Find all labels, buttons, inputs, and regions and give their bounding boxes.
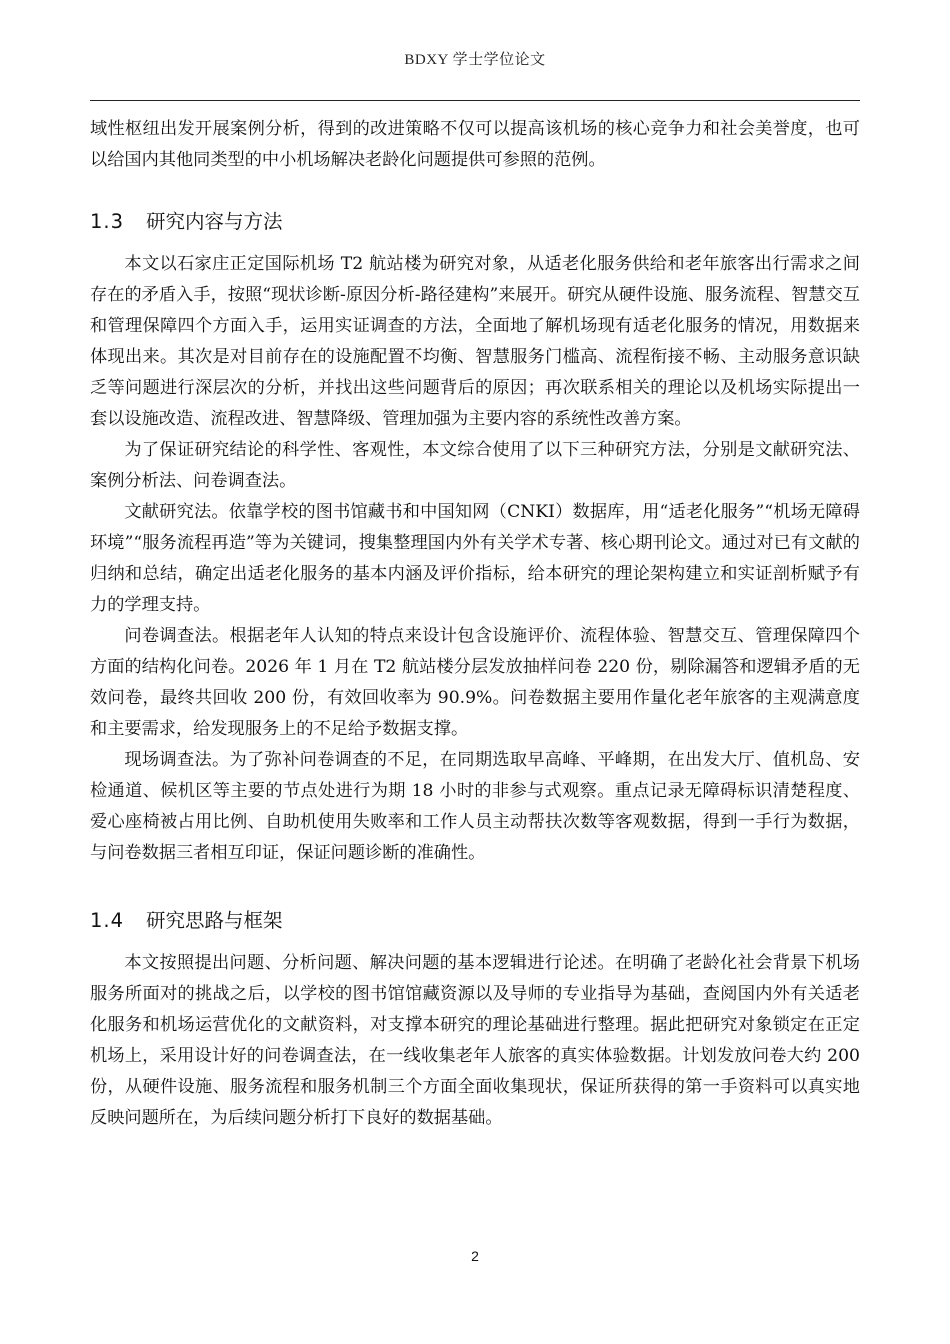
section-heading [90,206,860,237]
paragraph: 域性枢纽出发开展案例分析，得到的改进策略不仅可以提高该机场的核心竞争力和社会美誉度，也可以给国内其他同类型的中小机场解决老龄化问题提供可参照的范例。 [90,119,860,170]
paragraph: 现场调查法。为了弥补问卷调查的不足，在同期选取早高峰、平峰期，在出发大厅、值机岛、安检通道、候机区等主要的节点处进行为期 18 小时的非参与式观察。重点记录无障碍标识清楚程度、爱心座椅被占用比例、自助机使用失败率和工作人员主动帮扶次数等客观数据，得到一手行为数据，与问卷数据三者相互印证，保证问题诊断的准确性。 [90,750,860,863]
header-rule [90,100,860,101]
page-body [90,114,860,1134]
running-header: BDXY 学士学位论文 [404,52,546,68]
paragraph: 本文以石家庄正定国际机场 T2 航站楼为研究对象，从适老化服务供给和老年旅客出行需求之间存在的矛盾入手，按照“现状诊断-原因分析-路径建构”来展开。研究从硬件设施、服务流程、智慧交互和管理保障四个方面入手，运用实证调查的方法，全面地了解机场现有适老化服务的情况，用数据来体现出来。其次是对目前存在的设施配置不均衡、智慧服务门槛高、流程衔接不畅、主动服务意识缺乏等问题进行深层次的分析，并找出这些问题背后的原因；再次联系相关的理论以及机场实际提出一套以设施改造、流程改进、智慧降级、管理加强为主要内容的系统性改善方案。 [90,254,860,429]
paragraph: 问卷调查法。根据老年人认知的特点来设计包含设施评价、流程体验、智慧交互、管理保障四个方面的结构化问卷。2026 年 1 月在 T2 航站楼分层发放抽样问卷 220 份，剔除漏答和逻辑矛盾的无效问卷，最终共回收 200 份，有效回收率为 90.9%。问卷数据主要用作量化老年旅客的主观满意度和主要需求，给发现服务上的不足给予数据支撑。 [90,626,860,739]
section-title: 研究思路与框架 [146,909,283,932]
paragraph: 文献研究法。依靠学校的图书馆藏书和中国知网（CNKI）数据库，用“适老化服务”“机场无障碍环境”“服务流程再造”等为关键词，搜集整理国内外有关学术专著、核心期刊论文。通过对已有文献的归纳和总结，确定出适老化服务的基本内涵及评价指标，给本研究的理论架构建立和实证剖析赋予有力的学理支持。 [90,502,860,615]
section-number: 1.4 [90,909,125,932]
paragraph: 为了保证研究结论的科学性、客观性，本文综合使用了以下三种研究方法，分别是文献研究法、案例分析法、问卷调查法。 [90,440,860,491]
section-number: 1.3 [90,210,125,233]
section-title: 研究内容与方法 [146,210,283,233]
section-heading [90,905,860,936]
page-number: 2 [471,1248,479,1264]
paragraph: 本文按照提出问题、分析问题、解决问题的基本逻辑进行论述。在明确了老龄化社会背景下机场服务所面对的挑战之后，以学校的图书馆馆藏资源以及导师的专业指导为基础，查阅国内外有关适老化服务和机场运营优化的文献资料，对支撑本研究的理论基础进行整理。据此把研究对象锁定在正定机场上，采用设计好的问卷调查法，在一线收集老年人旅客的真实体验数据。计划发放问卷大约 200 份，从硬件设施、服务流程和服务机制三个方面全面收集现状，保证所获得的第一手资料可以真实地反映问题所在，为后续问题分析打下良好的数据基础。 [90,953,860,1128]
